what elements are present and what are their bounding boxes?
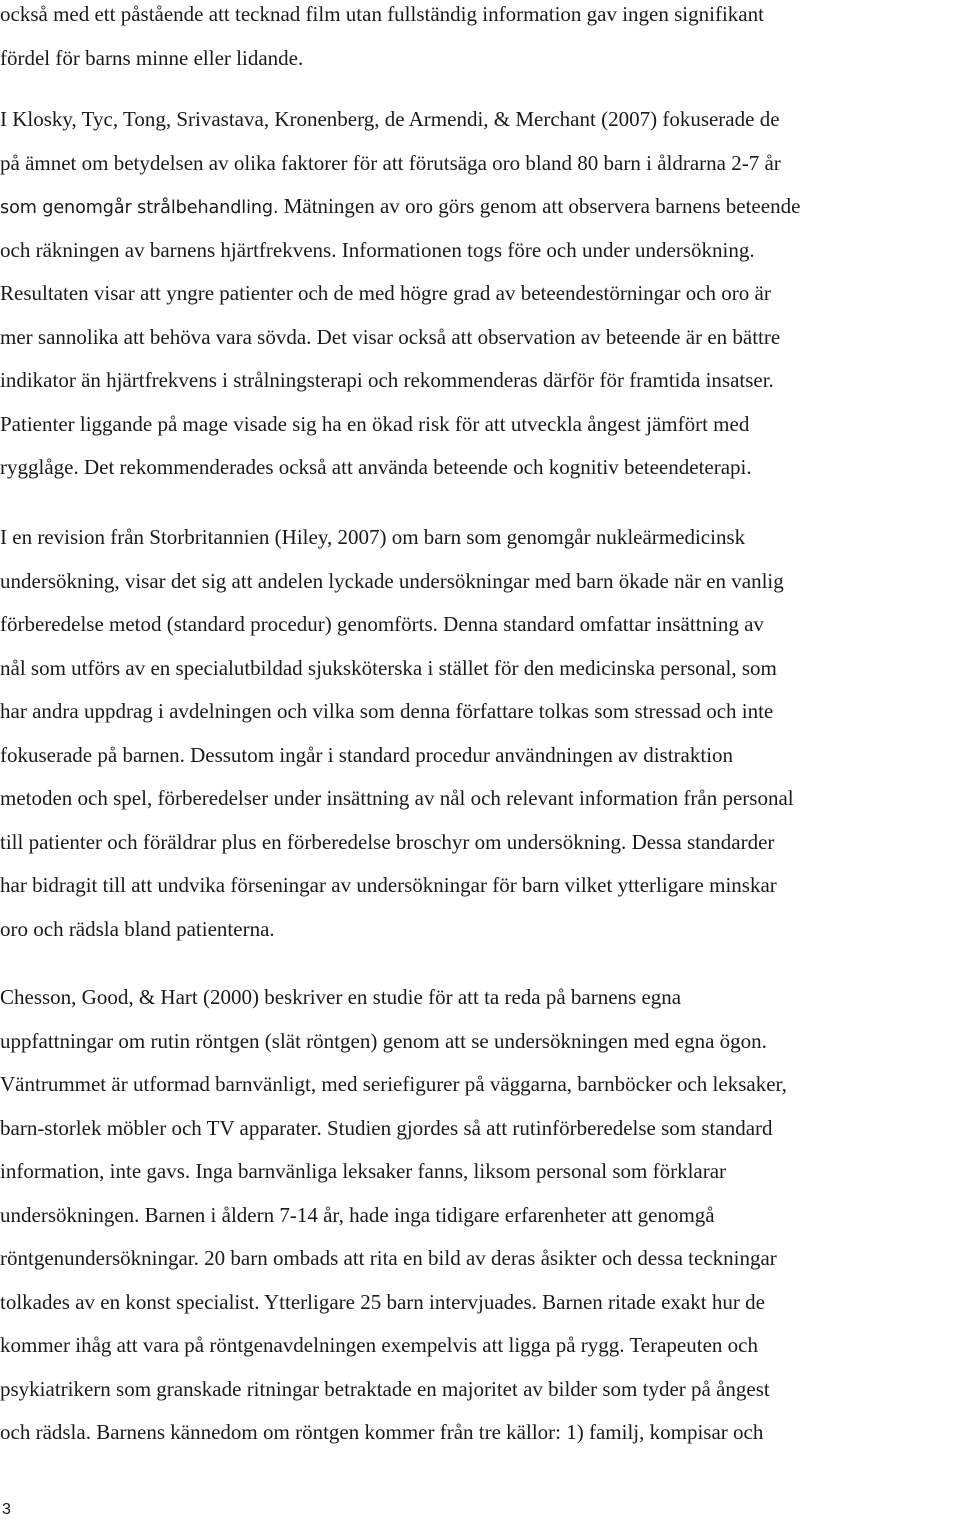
text-line bbox=[0, 743, 733, 768]
text-segment: Terapeuten och bbox=[624, 1333, 758, 1357]
text-line bbox=[0, 612, 764, 637]
text-segment: barn-storlek möbler och TV apparater. bbox=[0, 1115, 322, 1140]
text-segment: som genomgår strålbehandling. bbox=[0, 198, 279, 218]
text-segment: fokuserade på barnen. bbox=[0, 742, 185, 767]
text-segment: Barnen i åldern 7-14 år, hade inga tidigare erfarenheter att genomgå bbox=[139, 1202, 715, 1227]
text-segment: Väntrummet är utformad barnvänligt, med seriefigurer på väggarna, barnböcker och leksaker, bbox=[0, 1072, 787, 1096]
text-segment: och rädsla. bbox=[0, 1420, 91, 1444]
text-segment: indikator än hjärtfrekvens i strålningsterapi och rekommenderas därför för framtida insatser. bbox=[0, 368, 774, 392]
text-segment: Studien gjordes så att rutinförberedelse som standard bbox=[321, 1115, 773, 1140]
text-segment: också med ett påstående att tecknad film utan fullständig information gav ingen signifikant bbox=[0, 2, 764, 26]
text-segment: Barnen ritade exakt hur de bbox=[536, 1289, 765, 1314]
text-segment: undersökningen. bbox=[0, 1202, 140, 1227]
text-line bbox=[0, 151, 781, 176]
text-line bbox=[0, 1333, 758, 1358]
text-line bbox=[0, 656, 777, 681]
text-line bbox=[0, 455, 752, 480]
text-segment: psykiatrikern som granskade ritningar betraktade en majoritet av bilder som tyder på ångest bbox=[0, 1376, 770, 1401]
text-line bbox=[0, 325, 780, 350]
text-segment: Barnens kännedom om röntgen kommer från tre källor: 1) familj, kompisar och bbox=[90, 1420, 764, 1444]
text-line bbox=[0, 525, 745, 550]
text-line bbox=[0, 1203, 715, 1228]
text-segment: oro och rädsla bland patienterna. bbox=[0, 916, 275, 941]
text-segment: Resultaten visar att yngre patienter och de med högre grad av beteendestörningar och oro är bbox=[0, 281, 771, 305]
text-segment: information, inte gavs. bbox=[0, 1159, 191, 1183]
text-segment: rygglåge. bbox=[0, 455, 79, 479]
text-line bbox=[0, 412, 749, 437]
text-segment: på ämnet om betydelsen av olika faktorer för att förutsäga oro bland 80 barn i åldrarna 2-7 år bbox=[0, 150, 781, 175]
text-line bbox=[0, 194, 800, 219]
text-segment: Det visar också att observation av beteende är en bättre bbox=[311, 324, 781, 349]
text-segment: Denna standard omfattar insättning av bbox=[437, 612, 764, 636]
text-segment: Dessutom ingår i standard procedur användningen av distraktion bbox=[184, 742, 734, 767]
text-segment: Chesson, Good, & Hart (2000) beskriver en studie för att ta reda på barnens egna bbox=[0, 985, 682, 1009]
text-segment: Det rekommenderades också att använda beteende och kognitiv beteendeterapi. bbox=[78, 455, 752, 479]
text-segment: har andra uppdrag i avdelningen och vilka som denna författare tolkas som stressad och inte bbox=[0, 699, 774, 723]
text-line bbox=[0, 1159, 726, 1184]
text-segment: metoden och spel, förberedelser under insättning av nål och relevant information från personal bbox=[0, 786, 794, 810]
text-segment: Mätningen av oro görs genom att observera barnens beteende bbox=[278, 194, 801, 218]
text-line bbox=[0, 1246, 777, 1271]
text-segment: röntgenundersökningar. bbox=[0, 1246, 199, 1270]
text-line bbox=[0, 368, 774, 393]
text-line bbox=[0, 830, 774, 855]
text-segment: 20 barn ombads att rita en bild av deras åsikter och dessa teckningar bbox=[198, 1246, 777, 1270]
text-segment: förberedelse metod (standard procedur) genomförts. bbox=[0, 612, 438, 636]
text-line bbox=[0, 569, 784, 594]
text-line bbox=[0, 1290, 765, 1315]
text-segment: fördel för barns minne eller lidande. bbox=[0, 45, 304, 70]
text-line bbox=[0, 985, 681, 1010]
text-line bbox=[0, 2, 764, 27]
text-line bbox=[0, 46, 303, 71]
text-segment: nål som utförs av en specialutbildad sjuksköterska i stället för den medicinska personal, som bbox=[0, 655, 777, 680]
text-segment: Dessa standarder bbox=[626, 829, 775, 854]
text-segment: I en revision från Storbritannien (Hiley, 2007) om barn som genomgår nukleärmedicinsk bbox=[0, 525, 746, 549]
text-line bbox=[0, 1377, 770, 1402]
text-line bbox=[0, 917, 275, 942]
text-segment: och räkningen av barnens hjärtfrekvens. Informationen togs före och under undersökning. bbox=[0, 237, 755, 262]
text-line bbox=[0, 238, 755, 263]
text-segment: Ytterligare 25 barn intervjuades. bbox=[259, 1289, 537, 1314]
text-segment: Inga barnvänliga leksaker fanns, liksom personal som förklarar bbox=[190, 1159, 727, 1183]
text-line bbox=[0, 1072, 787, 1097]
text-segment: Patienter liggande på mage visade sig ha en ökad risk för att utveckla ångest jämfört med bbox=[0, 411, 750, 436]
text-line bbox=[0, 786, 794, 811]
text-segment: mer sannolika att behöva vara sövda. bbox=[0, 324, 312, 349]
text-segment: uppfattningar om rutin röntgen (slät röntgen) genom att se undersökningen med egna ögon. bbox=[0, 1028, 767, 1053]
text-line bbox=[0, 1029, 767, 1054]
text-line bbox=[0, 1116, 773, 1141]
text-line bbox=[0, 107, 780, 132]
page-number: 3 bbox=[2, 1501, 11, 1518]
text-segment: har bidragit till att undvika förseningar av undersökningar för barn vilket ytterligare minskar bbox=[0, 873, 777, 897]
text-segment: undersökning, visar det sig att andelen lyckade undersökningar med barn ökade när en vanlig bbox=[0, 568, 784, 593]
text-line bbox=[0, 699, 773, 724]
text-segment: tolkades av en konst specialist. bbox=[0, 1289, 260, 1314]
text-line bbox=[0, 873, 777, 898]
text-segment: till patienter och föräldrar plus en förberedelse broschyr om undersökning. bbox=[0, 829, 627, 854]
text-segment: I Klosky, Tyc, Tong, Srivastava, Kronenberg, de Armendi, & Merchant (2007) fokuserade de bbox=[0, 107, 780, 131]
text-line bbox=[0, 281, 771, 306]
text-line bbox=[0, 1420, 763, 1445]
text-segment: kommer ihåg att vara på röntgenavdelningen exempelvis att ligga på rygg. bbox=[0, 1333, 625, 1357]
